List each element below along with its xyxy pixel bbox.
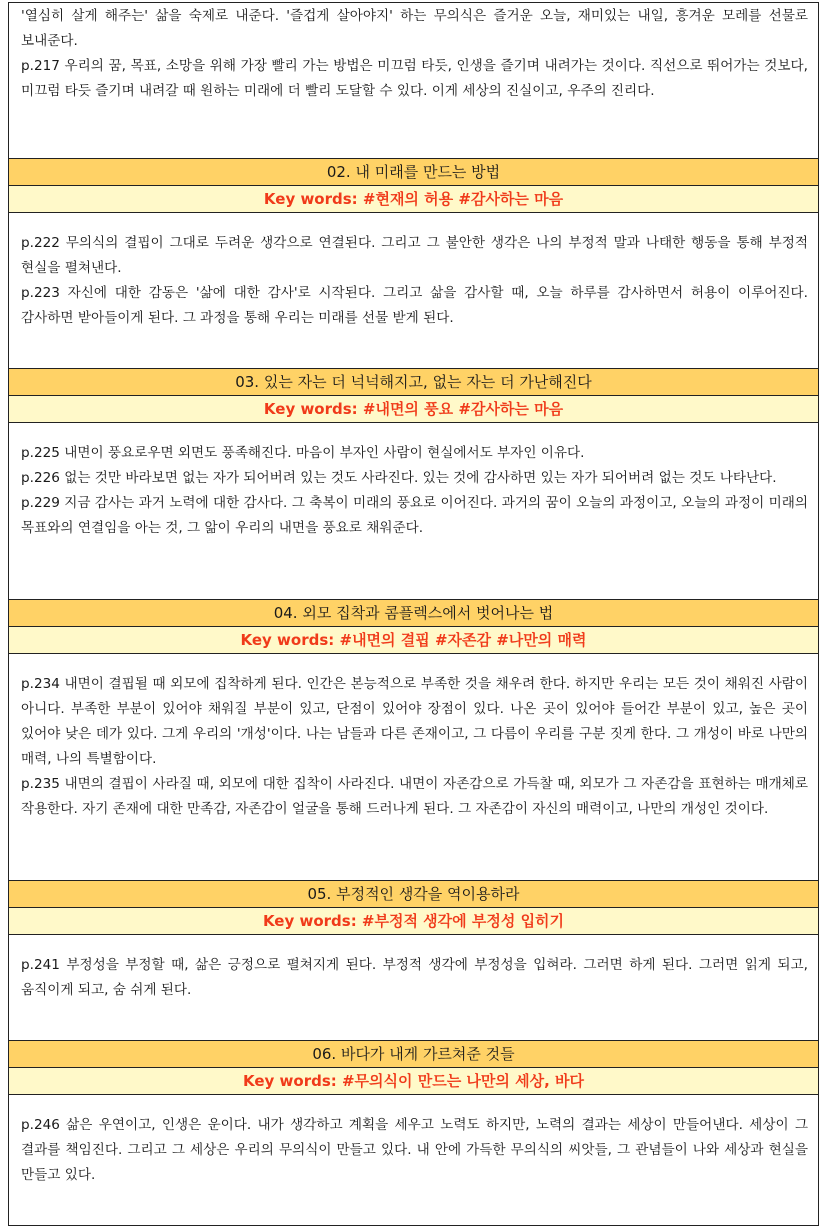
intro-paragraph: '열심히 살게 해주는' 삶을 숙제로 내준다. '즐겁게 살아야지' 하는 무의식은 즐거운 오늘, 재미있는 내일, 흥겨운 모레를 선물로 보내준다. <box>21 8 813 49</box>
section-body <box>9 654 818 822</box>
section-keywords: Key words: #내면의 풍요 #감사하는 마음 <box>9 396 818 423</box>
section-title: 06. 바다가 내게 가르쳐준 것들 <box>9 1040 818 1068</box>
section-05 <box>9 880 818 1040</box>
intro-block <box>9 3 818 158</box>
section-paragraph: p.222 무의식의 결핍이 그대로 두려운 생각으로 연결된다. 그리고 그 불안한 생각은 나의 부정적 말과 나태한 행동을 통해 부정적 현실을 펼쳐낸다. <box>21 235 813 276</box>
section-paragraph: p.246 삶은 우연이고, 인생은 운이다. 내가 생각하고 계획을 세우고 노력도 하지만, 노력의 결과는 세상이 만들어낸다. 세상이 그 결과를 책임진다. 그리고 그 세상은 우리의 무의식이 만들고 있다. 내 안에 가득한 무의식의 씨앗들, 그 관념들이 나와 세상과 현실을 만들고 있다. <box>21 1117 813 1183</box>
document-page <box>8 2 819 1226</box>
section-keywords: Key words: #부정적 생각에 부정성 입히기 <box>9 908 818 935</box>
section-paragraph: p.241 부정성을 부정할 때, 삶은 긍정으로 펼쳐지게 된다. 부정적 생각에 부정성을 입혀라. 그러면 하게 된다. 그러면 읽게 되고, 움직이게 되고, 숨 쉬게 된다. <box>21 957 813 998</box>
section-body <box>9 423 818 541</box>
section-paragraph: p.225 내면이 풍요로우면 외면도 풍족해진다. 마음이 부자인 사람이 현실에서도 부자인 이유다. <box>21 445 585 461</box>
section-06 <box>9 1040 818 1225</box>
section-body <box>9 1095 818 1188</box>
section-paragraph: p.223 자신에 대한 감동은 '삶에 대한 감사'로 시작된다. 그리고 삶을 감사할 때, 오늘 하루를 감사하면서 허용이 이루어진다. 감사하면 받아들이게 된다. 그 과정을 통해 우리는 미래를 선물 받게 된다. <box>21 285 813 326</box>
section-body <box>9 213 818 331</box>
intro-paragraph: p.217 우리의 꿈, 목표, 소망을 위해 가장 빨리 가는 방법은 미끄럼 타듯, 인생을 즐기며 내려가는 것이다. 직선으로 뛰어가는 것보다, 미끄럼 타듯 즐기며 내려갈 때 원하는 미래에 더 빨리 도달할 수 있다. 이게 세상의 진실이고, 우주의 진리다. <box>21 58 813 99</box>
section-title: 05. 부정적인 생각을 역이용하라 <box>9 880 818 908</box>
section-title: 02. 내 미래를 만드는 방법 <box>9 158 818 186</box>
section-03 <box>9 368 818 599</box>
section-keywords: Key words: #현재의 허용 #감사하는 마음 <box>9 186 818 213</box>
section-paragraph: p.235 내면의 결핍이 사라질 때, 외모에 대한 집착이 사라진다. 내면이 자존감으로 가득찰 때, 외모가 그 자존감을 표현하는 매개체로 작용한다. 자기 존재에 대한 만족감, 자존감이 얼굴을 통해 드러나게 된다. 그 자존감이 자신의 매력이고, 나만의 개성인 것이다. <box>21 776 813 817</box>
section-paragraph: p.234 내면이 결핍될 때 외모에 집착하게 된다. 인간은 본능적으로 부족한 것을 채우려 한다. 하지만 우리는 모든 것이 채워진 사람이 아니다. 부족한 부분이 있어야 채워질 부분이 있고, 단점이 있어야 장점이 있다. 나온 곳이 있어야 들어간 부분이 있고, 높은 곳이 있어야 낮은 데가 있다. 그게 우리의 '개성'이다. 나는 남들과 다른 존재이고, 그 다름이 우리를 구분 짓게 한다. 그 개성이 바로 나만의 매력, 나의 특별함이다. <box>21 676 813 767</box>
section-title: 04. 외모 집착과 콤플렉스에서 벗어나는 법 <box>9 599 818 627</box>
section-04 <box>9 599 818 880</box>
section-02 <box>9 158 818 368</box>
section-body <box>9 935 818 1003</box>
section-paragraph: p.226 없는 것만 바라보면 없는 자가 되어버려 있는 것도 사라진다. 있는 것에 감사하면 있는 자가 되어버려 없는 것도 나타난다. <box>21 470 777 486</box>
section-keywords: Key words: #무의식이 만드는 나만의 세상, 바다 <box>9 1068 818 1095</box>
section-paragraph: p.229 지금 감사는 과거 노력에 대한 감사다. 그 축복이 미래의 풍요로 이어진다. 과거의 꿈이 오늘의 과정이고, 오늘의 과정이 미래의 목표와의 연결임을 아는 것, 그 앎이 우리의 내면을 풍요로 채워준다. <box>21 495 813 536</box>
section-title: 03. 있는 자는 더 넉넉해지고, 없는 자는 더 가난해진다 <box>9 368 818 396</box>
section-keywords: Key words: #내면의 결핍 #자존감 #나만의 매력 <box>9 627 818 654</box>
